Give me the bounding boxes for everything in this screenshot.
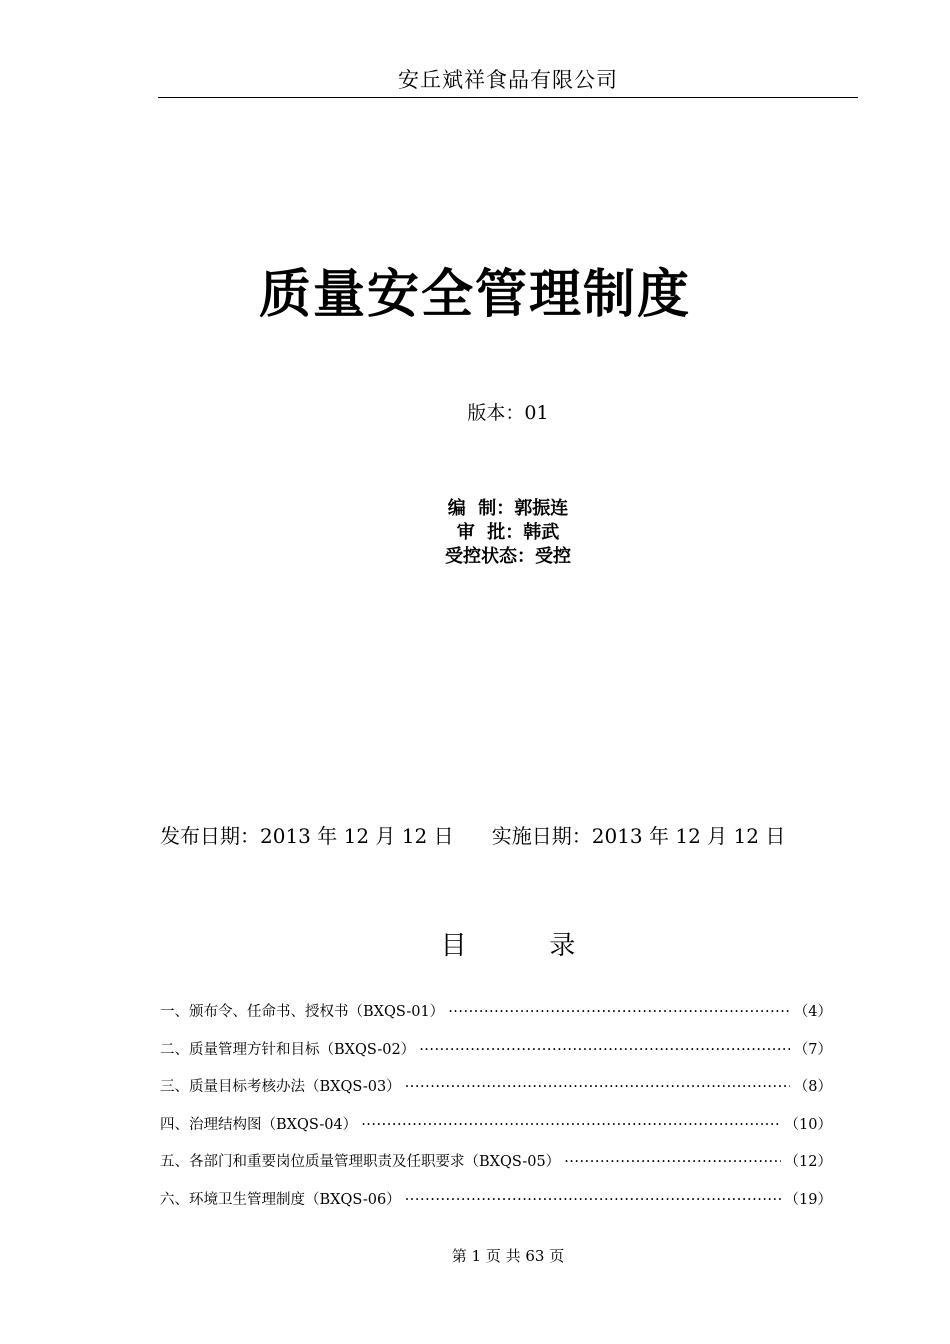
toc-item-label: 二、质量管理方针和目标（BXQS-02） [160, 1041, 416, 1058]
document-title: 质量安全管理制度 [258, 265, 691, 325]
toc-leader [564, 1154, 780, 1170]
toc-item-label: 三、质量目标考核办法（BXQS-03） [160, 1079, 401, 1095]
toc-leader [419, 1042, 790, 1058]
toc-item-label: 六、环境卫生管理制度（BXQS-06） [160, 1191, 401, 1208]
toc-item-label: 四、治理结构图（BXQS-04） [160, 1116, 358, 1133]
issue-date: 发布日期：2013 年 12 月 12 日 [160, 824, 454, 848]
toc-leader [405, 1079, 790, 1095]
approver-line: 审 批：韩武 [456, 522, 560, 543]
credits-block [0, 497, 950, 569]
version-label: 版本：01 [467, 402, 549, 424]
toc-item[interactable] [160, 1113, 832, 1151]
toc-item-page: （10） [784, 1116, 832, 1133]
toc-item[interactable] [160, 1038, 832, 1076]
toc-item-page: （7） [793, 1041, 832, 1058]
toc-item-page: （4） [793, 1004, 832, 1020]
toc-item-page: （8） [793, 1079, 832, 1095]
toc-leader [405, 1192, 781, 1208]
toc-item[interactable] [160, 1188, 832, 1226]
toc-item-page: （12） [784, 1154, 832, 1170]
toc-leader [448, 1004, 790, 1020]
table-of-contents [160, 1000, 832, 1225]
toc-item-page: （19） [784, 1191, 832, 1208]
toc-heading: 目 录 [440, 931, 576, 961]
company-name: 安丘斌祥食品有限公司 [398, 68, 618, 92]
toc-leader [361, 1117, 780, 1133]
toc-item-label: 一、颁布令、任命书、授权书（BXQS-01） [160, 1004, 445, 1020]
page-header [158, 64, 858, 98]
toc-item[interactable] [160, 1075, 832, 1113]
toc-item[interactable] [160, 1150, 832, 1188]
toc-item[interactable] [160, 1000, 832, 1038]
page-footer: 第 1 页 共 63 页 [451, 1247, 565, 1265]
compiler-line: 编 制：郭振连 [447, 498, 569, 519]
toc-item-label: 五、各部门和重要岗位质量管理职责及任职要求（BXQS-05） [160, 1154, 561, 1170]
control-status-line: 受控状态：受控 [445, 546, 571, 567]
effective-date: 实施日期：2013 年 12 月 12 日 [491, 824, 786, 848]
dates-line [160, 820, 785, 849]
